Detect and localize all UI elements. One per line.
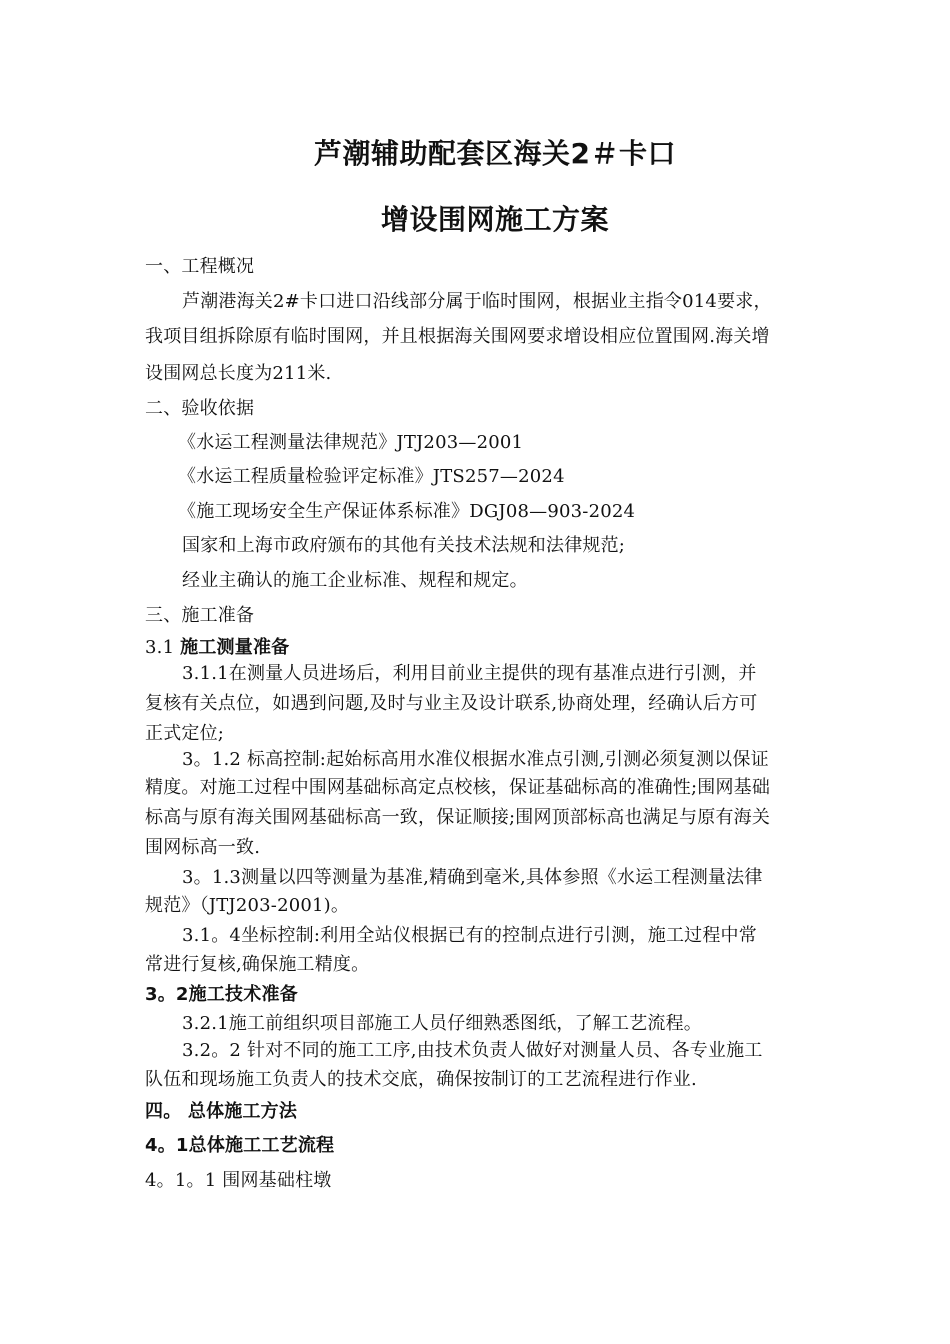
paragraph-line: 复核有关点位，如遇到问题,及时与业主及设计联系,协商处理，经确认后方可 [145,693,758,714]
document-title-line1: 芦潮辅助配套区海关2＃卡口 [314,137,676,170]
subheading-3-1-label: 施工测量准备 [180,637,290,658]
paragraph-line: 标高与原有海关围网基础标高一致，保证顺接;围网顶部标高也满足与原有海关 [145,807,771,828]
paragraph-line: 芦潮港海关2#卡口进口沿线部分属于临时围网，根据业主指令014要求， [182,291,772,312]
paragraph-line: 3.2.1施工前组织项目部施工人员仔细熟悉图纸，了解工艺流程。 [182,1013,702,1034]
paragraph-line: 3.1.1在测量人员进场后，利用目前业主提供的现有基准点进行引测，并 [182,663,757,684]
paragraph-line: 正式定位; [145,723,225,744]
heading-overall-method: 四。 总体施工方法 [145,1101,298,1122]
subheading-3-1-number: 3.1 [145,637,175,658]
paragraph-line: 3.1。4坐标控制:利用全站仪根据已有的控制点进行引测，施工过程中常 [182,925,757,946]
paragraph-line: 队伍和现场施工负责人的技术交底，确保按制订的工艺流程进行作业. [145,1069,697,1090]
paragraph-line: 我项目组拆除原有临时围网，并且根据海关围网要求增设相应位置围网.海关增 [145,326,770,347]
document-title-line2: 增设围网施工方案 [380,203,609,236]
subheading-3-1 [145,636,289,660]
reference-item: 《施工现场安全生产保证体系标准》DGJ08—903-2024 [178,501,636,522]
paragraph-line: 3。1.2 标高控制:起始标高用水准仪根据水准点引测,引测必须复测以保证 [182,749,769,770]
reference-item: 《水运工程质量检验评定标准》JTS257—2024 [178,466,565,487]
paragraph-line: 规范》（JTJ203-2001)。 [145,895,350,916]
reference-item: 国家和上海市政府颁布的其他有关技术法规和法律规范; [182,535,626,556]
reference-item: 经业主确认的施工企业标准、规程和规定。 [182,570,528,591]
paragraph-line: 3.2。2 针对不同的施工工序,由技术负责人做好对测量人员、各专业施工 [182,1040,763,1061]
subheading-4-1: 4。1总体施工工艺流程 [145,1135,335,1156]
paragraph-line: 3。1.3测量以四等测量为基准,精确到毫米,具体参照《水运工程测量法律 [182,867,763,888]
heading-construction-preparation: 三、施工准备 [145,605,255,626]
heading-project-overview: 一、工程概况 [145,256,255,277]
paragraph-line: 围网标高一致. [145,837,261,858]
paragraph-line: 常进行复核,确保施工精度。 [145,954,370,975]
subheading-4-1-1: 4。1。1 围网基础柱墩 [145,1170,332,1191]
paragraph-line: 设围网总长度为211米. [145,363,332,384]
reference-item: 《水运工程测量法律规范》JTJ203—2001 [178,432,524,453]
subheading-3-2: 3。2施工技术准备 [145,984,298,1005]
heading-acceptance-basis: 二、验收依据 [145,398,255,419]
paragraph-line: 精度。对施工过程中围网基础标高定点校核，保证基础标高的准确性;围网基础 [145,777,771,798]
